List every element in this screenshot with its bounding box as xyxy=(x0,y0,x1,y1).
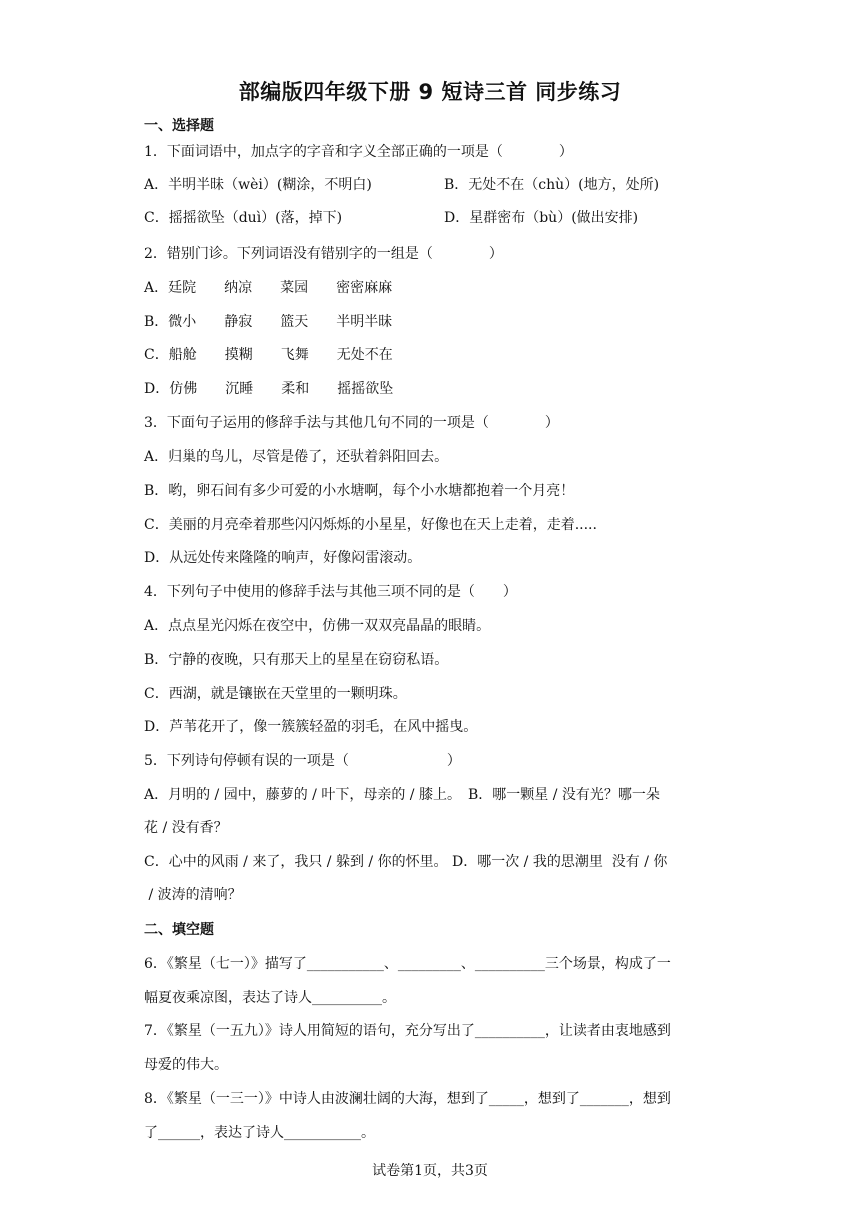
question-1-stem: 1．下面词语中，加点字的字音和字义全部正确的一项是（ ） xyxy=(144,144,573,160)
section-heading-choice: 一、选择题 xyxy=(144,118,214,134)
question-6-line-1: 6．《繁星（七一）》描写了___________、_________、__________三个场景，构成了一 xyxy=(144,956,671,972)
section-heading-fill: 二、填空题 xyxy=(144,922,214,938)
question-1-option-c: C．摇摇欲坠（duì）(落，掉下) xyxy=(144,210,343,226)
question-2-stem: 2．错别门诊。下列词语没有错别字的一组是（ ） xyxy=(144,246,503,262)
question-1-option-b: B．无处不在（chù）(地方，处所) xyxy=(444,177,660,193)
question-5-stem: 5．下列诗句停顿有误的一项是（ ） xyxy=(144,753,461,769)
question-4-option-d: D．芦苇花开了，像一簇簇轻盈的羽毛，在风中摇曳。 xyxy=(144,719,478,735)
question-3-option-b: B．哟，卵石间有多少可爱的小水塘啊，每个小水塘都抱着一个月亮！ xyxy=(144,483,575,499)
question-4-option-c: C．西湖，就是镶嵌在天堂里的一颗明珠。 xyxy=(144,686,407,702)
question-3-option-c: C．美丽的月亮牵着那些闪闪烁烁的小星星，好像也在天上走着，走着..... xyxy=(144,517,597,533)
question-5-options-cd: C．心中的风雨 / 来了，我只 / 躲到 / 你的怀里。 D．哪一次 / 我的思潮里 没有 / 你 xyxy=(144,854,668,870)
question-8-line-2: 了______，表达了诗人___________。 xyxy=(144,1125,375,1141)
question-7-line-2: 母爱的伟大。 xyxy=(144,1057,228,1073)
question-3-stem: 3．下面句子运用的修辞手法与其他几句不同的一项是（ ） xyxy=(144,415,559,431)
question-2-option-c: C．船舱 摸糊 飞舞 无处不在 xyxy=(144,347,393,363)
question-4-stem: 4．下列句子中使用的修辞手法与其他三项不同的是（ ） xyxy=(144,584,517,600)
question-1-option-a: A．半明半昧（wèi）(糊涂，不明白) xyxy=(144,177,372,193)
question-2-option-a: A．廷院 纳凉 菜园 密密麻麻 xyxy=(144,280,393,296)
question-3-option-d: D．从远处传来隆隆的响声，好像闷雷滚动。 xyxy=(144,550,422,566)
page-footer: 试卷第1页，共3页 xyxy=(372,1163,488,1179)
question-2-option-d: D．仿佛 沉睡 柔和 摇摇欲坠 xyxy=(144,381,394,397)
question-7-line-1: 7．《繁星（一五九）》诗人用简短的语句，充分写出了__________，让读者由衷地感到 xyxy=(144,1023,671,1039)
question-5-options-ab: A．月明的 / 园中，藤萝的 / 叶下，母亲的 / 膝上。 B．哪一颗星 / 没有光？哪一朵 xyxy=(144,787,660,803)
question-3-option-a: A．归巢的鸟儿，尽管是倦了，还驮着斜阳回去。 xyxy=(144,449,449,465)
question-2-option-b: B．微小 静寂 篮天 半明半昧 xyxy=(144,314,393,330)
question-5-options-ab-cont: 花 / 没有香？ xyxy=(144,820,228,836)
question-5-options-cd-cont: / 波涛的清响？ xyxy=(144,887,242,903)
question-4-option-b: B．宁静的夜晚，只有那天上的星星在窃窃私语。 xyxy=(144,652,449,668)
question-1-option-d: D．星群密布（bù）(做出安排) xyxy=(444,210,639,226)
question-4-option-a: A．点点星光闪烁在夜空中，仿佛一双双亮晶晶的眼睛。 xyxy=(144,618,491,634)
page-title: 部编版四年级下册 9 短诗三首 同步练习 xyxy=(238,80,622,104)
question-6-line-2: 幅夏夜乘凉图，表达了诗人__________。 xyxy=(144,990,396,1006)
question-8-line-1: 8．《繁星（一三一）》中诗人由波澜壮阔的大海，想到了_____，想到了_______，想到 xyxy=(144,1091,671,1107)
